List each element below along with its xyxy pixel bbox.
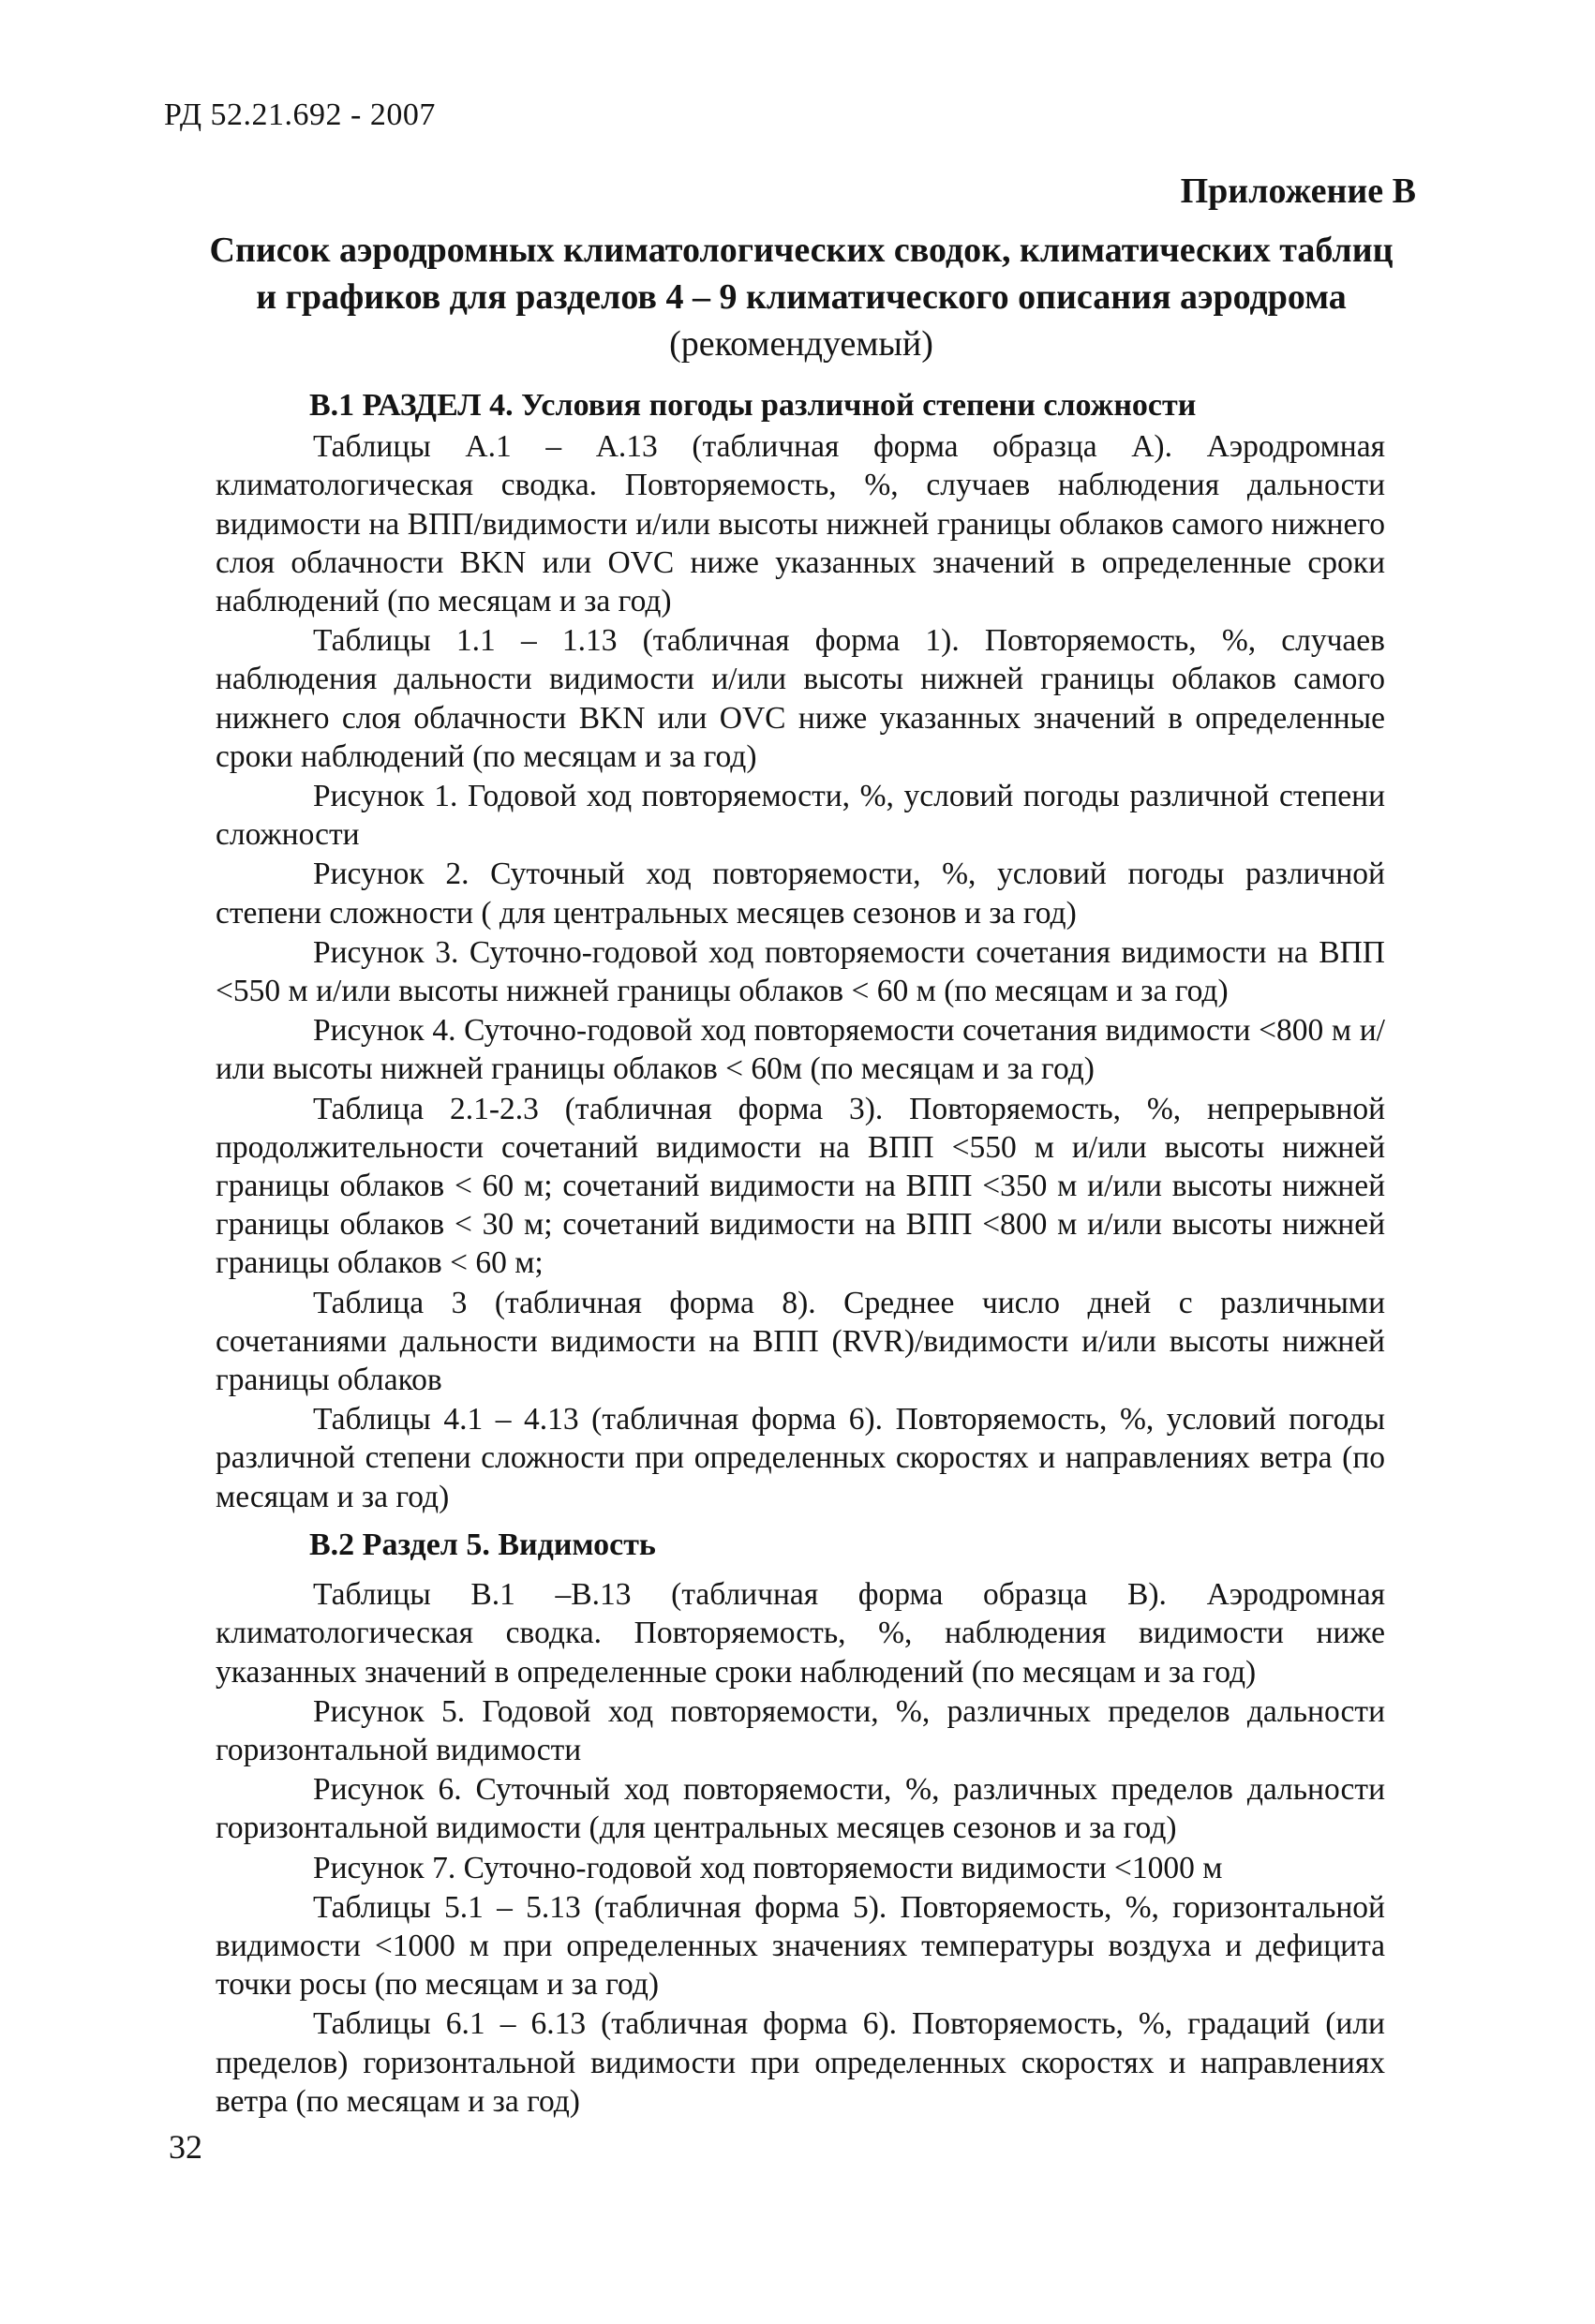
paragraph: Таблицы А.1 – А.13 (табличная форма образца А). Аэродромная климатологическая сводка. Повторяемость, %, случаев наблюдения дальности видимости на ВПП/видимости и/или высоты нижней границы облаков самого нижнего слоя облачности BKN или OVC ниже указанных значений в определенные сроки наблюдений (по месяцам и за год): [216, 429, 1385, 619]
paragraph: Рисунок 1. Годовой ход повторяемости, %, условий погоды различной степени сложности: [216, 779, 1385, 853]
document-body: [216, 386, 1385, 2122]
document-title-note: (рекомендуемый): [669, 324, 933, 364]
appendix-label: Приложение В: [1180, 171, 1416, 211]
paragraph: Таблицы 4.1 – 4.13 (табличная форма 6). Повторяемость, %, условий погоды различной степени сложности при определенных скоростях и направлениях ветра (по месяцам и за год): [216, 1402, 1385, 1514]
paragraph: Рисунок 2. Суточный ход повторяемости, %, условий погоды различной степени сложности ( для центральных месяцев сезонов и за год): [216, 857, 1385, 931]
paragraph: Таблицы 6.1 – 6.13 (табличная форма 6). Повторяемость, %, градаций (или пределов) горизонтальной видимости при определенных скоростях и направлениях ветра (по месяцам и за год): [216, 2006, 1385, 2119]
section-heading-2: В.2 Раздел 5. Видимость: [309, 1527, 656, 1562]
paragraph: Таблицы 5.1 – 5.13 (табличная форма 5). Повторяемость, %, горизонтальной видимости <1000 м при определенных значениях температуры воздуха и дефицита точки росы (по месяцам и за год): [216, 1889, 1385, 2003]
section-heading-1: В.1 РАЗДЕЛ 4. Условия погоды различной степени сложности: [309, 388, 1197, 423]
document-title: [206, 227, 1396, 367]
paragraph: Таблицы В.1 –В.13 (табличная форма образца В). Аэродромная климатологическая сводка. Повторяемость, %, наблюдения видимости ниже указанных значений в определенные сроки наблюдений (по месяцам и за год): [216, 1577, 1385, 1690]
document-title-bold: Список аэродромных климатологических сводок, климатических таблиц и графиков для разделов 4 – 9 климатического описания аэродрома: [209, 231, 1394, 317]
paragraph: Рисунок 5. Годовой ход повторяемости, %, различных пределов дальности горизонтальной видимости: [216, 1693, 1385, 1767]
document-code: РД 52.21.692 - 2007: [164, 97, 436, 132]
paragraph: Рисунок 4. Суточно-годовой ход повторяемости сочетания видимости <800 м и/или высоты нижней границы облаков < 60м (по месяцам и за год): [216, 1013, 1385, 1087]
paragraph: Рисунок 3. Суточно-годовой ход повторяемости сочетания видимости на ВПП <550 м и/или высоты нижней границы облаков < 60 м (по месяцам и за год): [216, 934, 1385, 1009]
paragraph: Таблицы 1.1 – 1.13 (табличная форма 1). Повторяемость, %, случаев наблюдения дальности видимости и/или высоты нижней границы облаков самого нижнего слоя облачности BKN или OVC ниже указанных значений в определенные сроки наблюдений (по месяцам и за год): [216, 623, 1385, 774]
paragraph: Таблица 3 (табличная форма 8). Среднее число дней с различными сочетаниями дальности видимости на ВПП (RVR)/видимости и/или высоты нижней границы облаков: [216, 1285, 1385, 1398]
paragraph: Таблица 2.1-2.3 (табличная форма 3). Повторяемость, %, непрерывной продолжительности сочетаний видимости на ВПП <550 м и/или высоты нижней границы облаков < 60 м; сочетаний видимости на ВПП <350 м и/или высоты нижней границы облаков < 30 м; сочетаний видимости на ВПП <800 м и/или высоты нижней границы облаков < 60 м;: [216, 1091, 1385, 1281]
paragraph: Рисунок 6. Суточный ход повторяемости, %, различных пределов дальности горизонтальной видимости (для центральных месяцев сезонов и за год): [216, 1772, 1385, 1846]
paragraph: Рисунок 7. Суточно-годовой ход повторяемости видимости <1000 м: [313, 1850, 1223, 1885]
page-number: 32: [169, 2128, 202, 2166]
